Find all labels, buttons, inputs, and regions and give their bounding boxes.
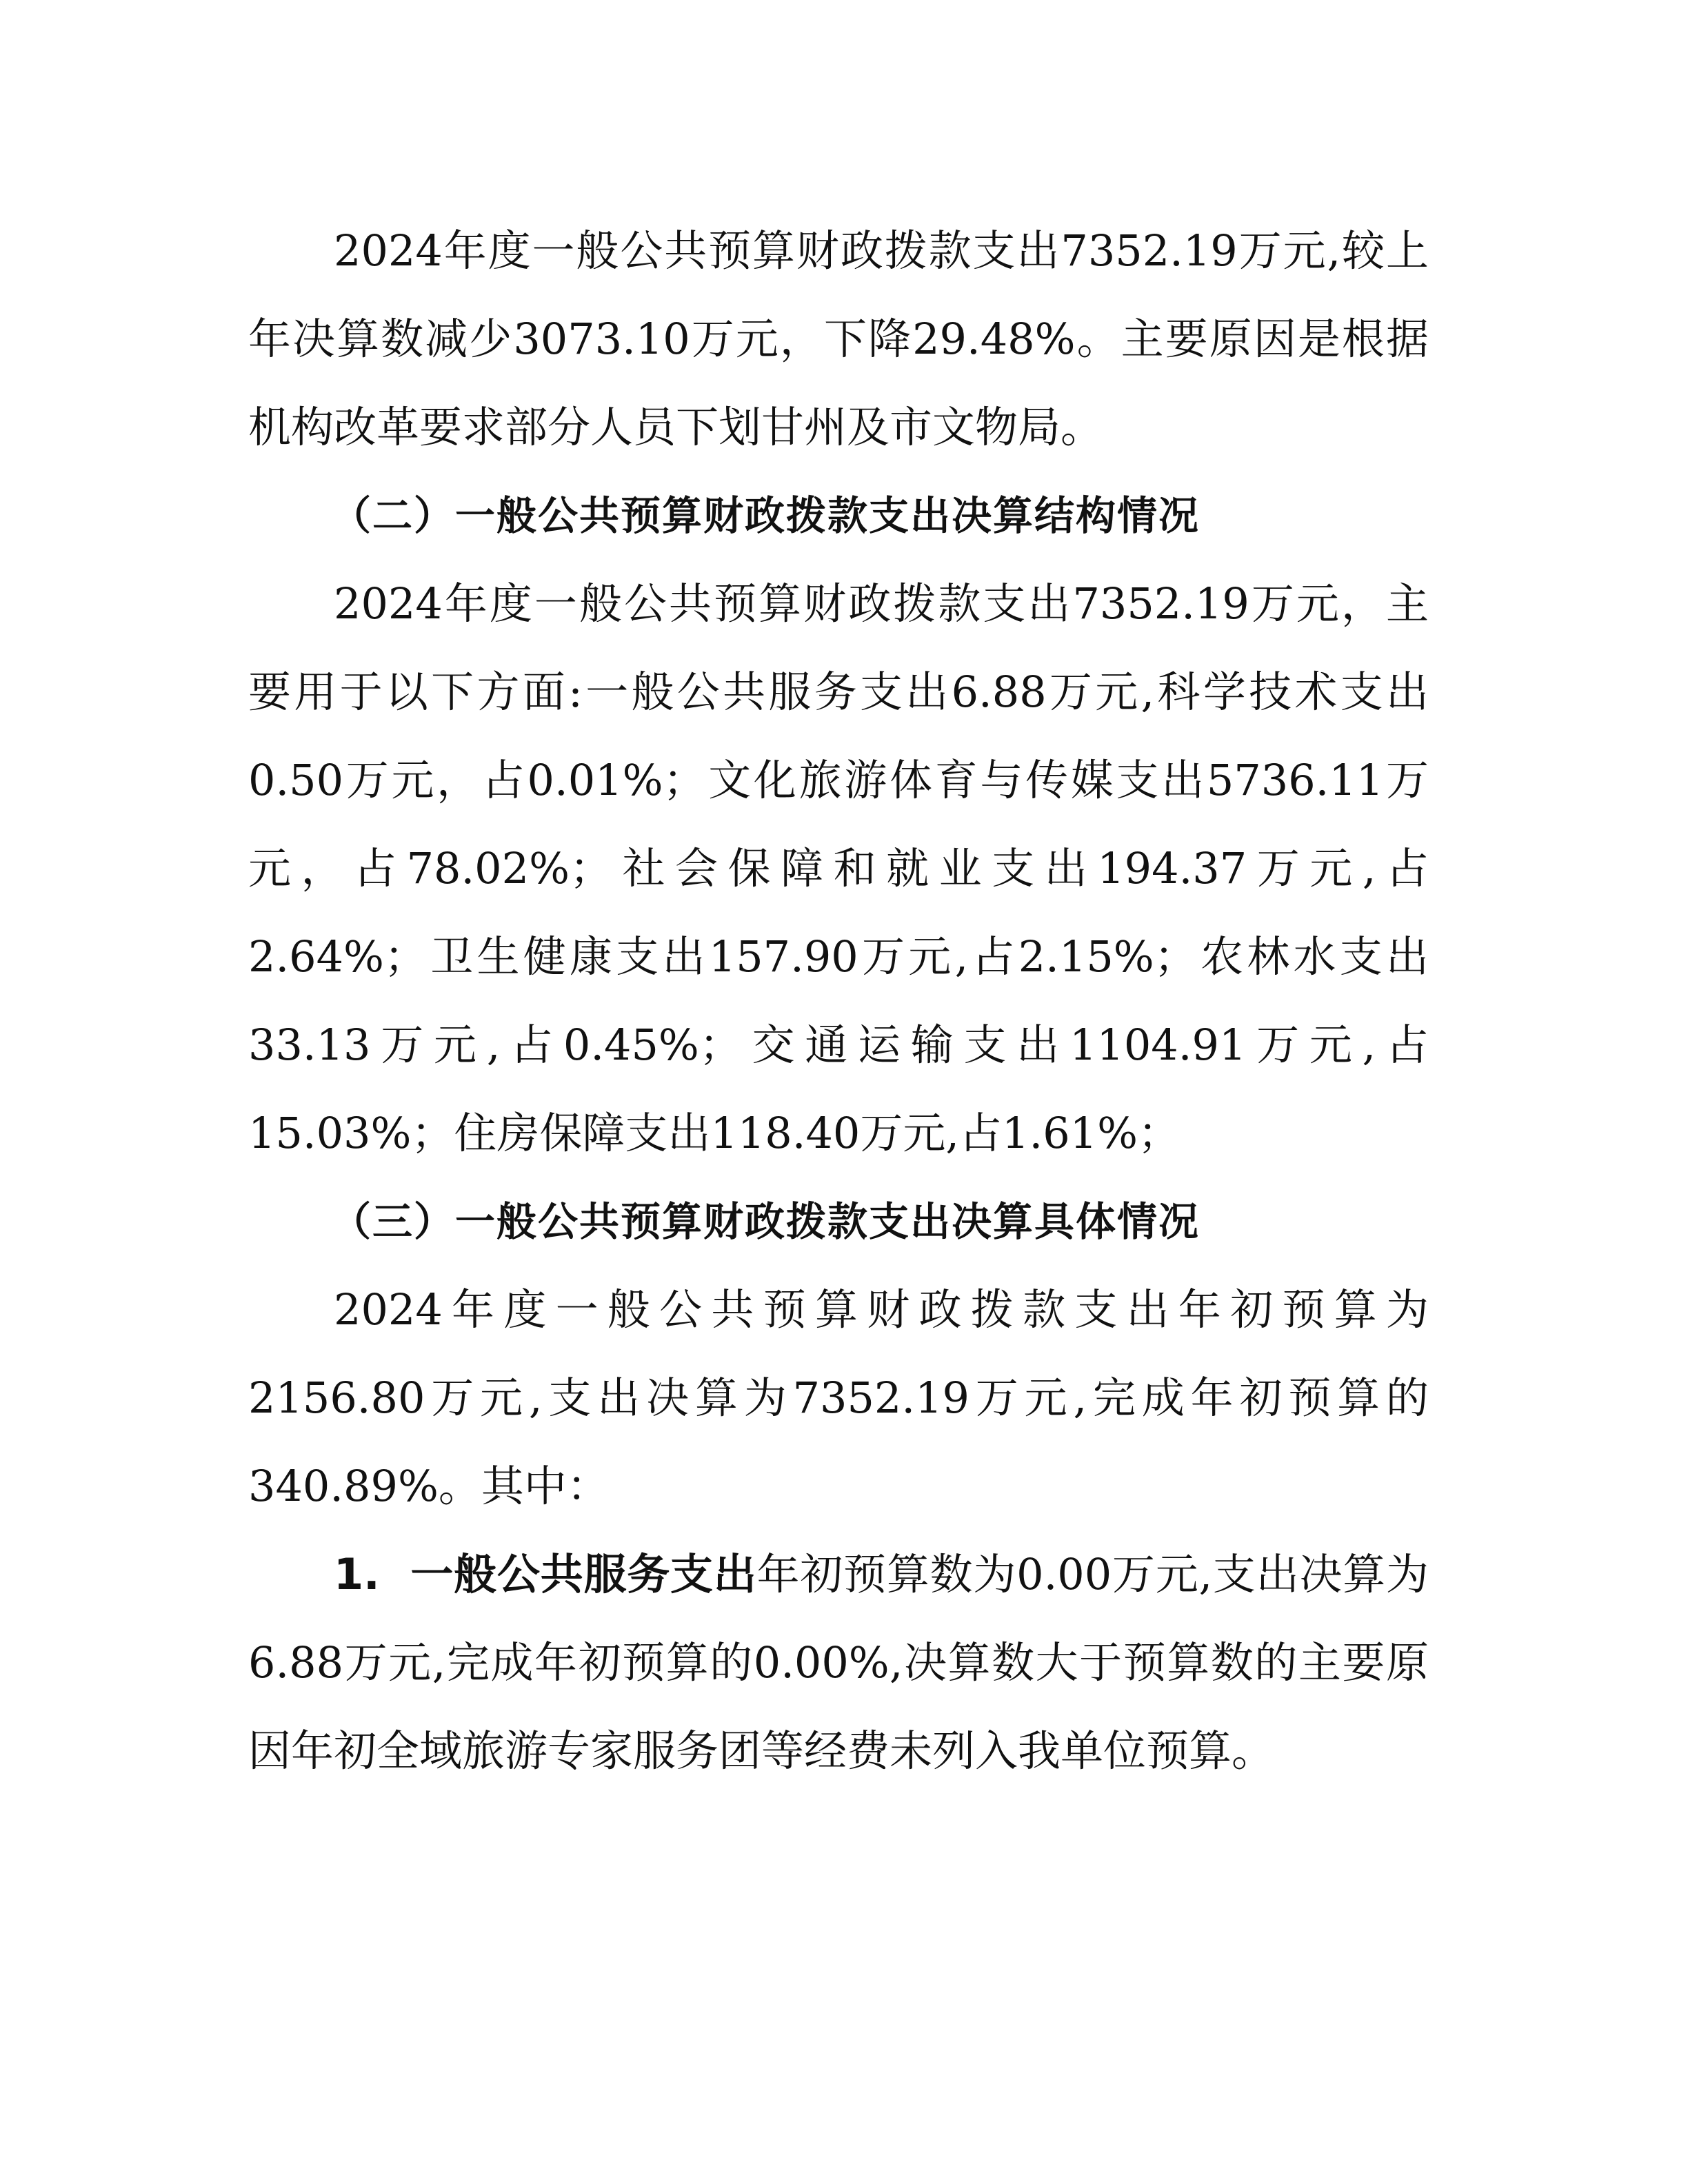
- item-text: 年初预算数为0.00万元,支出决算为6.88万元,完成年初预算的0.00%,决算数大于预算数的主要原因年初全域旅游专家服务团等经费未列入我单位预算。: [248, 1549, 1429, 1776]
- section-heading-details: （三）一般公共预算财政拨款支出决算具体情况: [331, 1198, 1200, 1245]
- paragraph-expenditure-structure: 2024年度一般公共预算财政拨款支出7352.19万元，主要用于以下方面:一般公共服务支出6.88万元,科学技术支出0.50万元，占0.01%；文化旅游体育与传媒支出5736.11万元，占78.02%；社会保障和就业支出194.37万元,占2.64%；卫生健康支出157.90万元,占2.15%；农林水支出33.13万元,占0.45%；交通运输支出1104.91万元,占15.03%；住房保障支出118.40万元,占1.61%；: [248, 578, 1429, 1158]
- section-heading-structure: （二）一般公共预算财政拨款支出决算结构情况: [331, 492, 1200, 539]
- item-title-text: 一般公共服务支出: [410, 1549, 757, 1599]
- paragraph-expenditure-details: 2024年度一般公共预算财政拨款支出年初预算为2156.80万元,支出决算为7352.19万元,完成年初预算的340.89%。其中：: [248, 1284, 1429, 1511]
- item-number: 1.: [334, 1549, 380, 1599]
- item-title: [380, 1549, 411, 1599]
- document-page: [248, 207, 1429, 1795]
- item-general-public-services: [248, 1530, 1429, 1795]
- paragraph-expenditure-summary: 2024年度一般公共预算财政拨款支出7352.19万元,较上年决算数减少3073.10万元，下降29.48%。主要原因是根据机构改革要求部分人员下划甘州及市文物局。: [248, 225, 1429, 452]
